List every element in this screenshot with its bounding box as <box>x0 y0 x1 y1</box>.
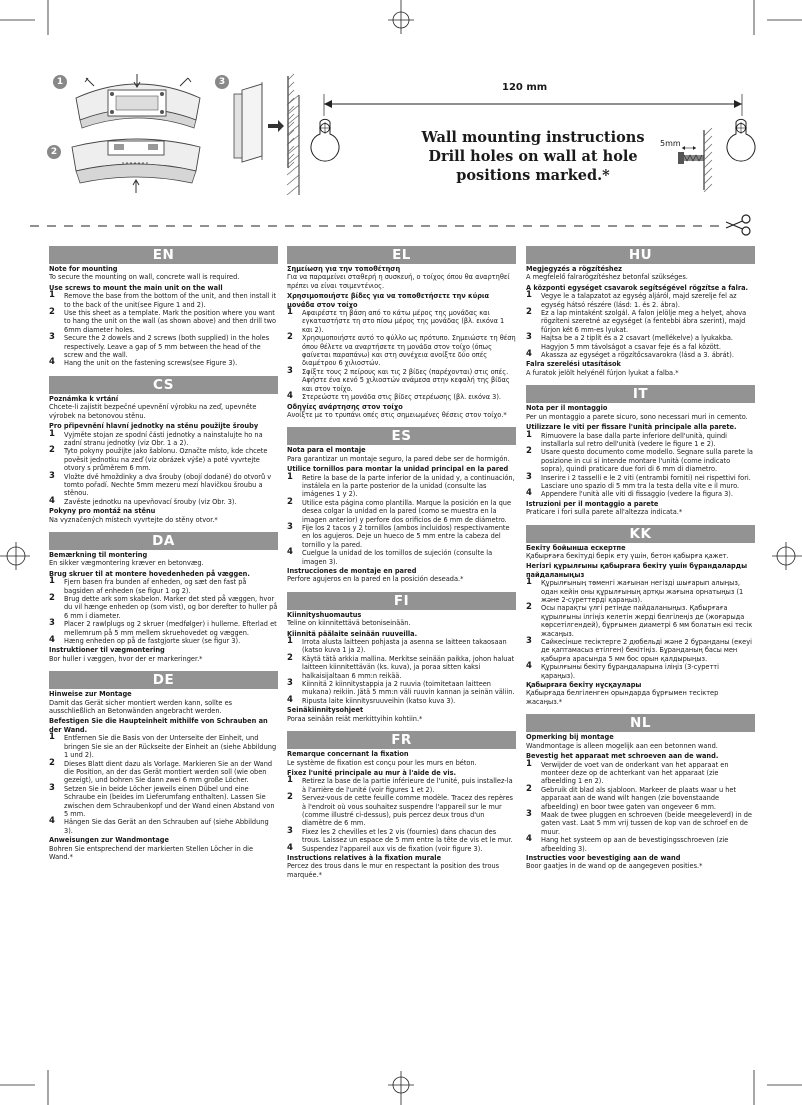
screws-heading: Pro připevnění hlavní jednotky na stěnu použijte šrouby <box>49 422 259 431</box>
position-text: Ανοίξτε με το τρυπάνι οπές στις σημειωμένες θέσεις στον τοίχο.* <box>287 410 507 419</box>
note-heading: Poznámka k vrtání <box>49 394 119 403</box>
step-4: 4 Στερεώστε τη μονάδα στις βίδες στερέωσης (βλ. εικόνα 3). <box>287 391 501 402</box>
step-1: 1 Remove the base from the bottom of the unit, and then install it to the back of the unit(see Figure 1 and 2). <box>49 290 277 309</box>
step-3: 3 Inserire i 2 tasselli e le 2 viti (entrambi forniti) nei rispettivi fori. Lasciare uno spazio di 5 mm tra la testa della vite e il muro. <box>526 471 751 490</box>
steps-list <box>49 578 278 645</box>
title-line-1: Wall mounting instructions <box>421 129 645 146</box>
section-en <box>49 246 278 368</box>
step-2: 2 Gebruik dit blad als sjabloon. Markeer de plaats waar u het apparaat aan de wand wilt hangen (zie bovenstaande afbeelding) en boor twee gaten van ongeveer 6 mm. <box>526 783 737 811</box>
note-heading: Бекіту бойынша ескертпе <box>526 543 626 552</box>
language-header-en: EN <box>49 246 278 264</box>
note-text: Le système de fixation est conçu pour les murs en béton. <box>287 758 477 767</box>
note-text: Για να παραμείνει σταθερή η συσκευή, ο τοίχος όπου θα αναρτηθεί πρέπει να είναι τσιμεντένιος. <box>287 273 510 290</box>
note-heading: Kiinnityshuomautus <box>287 610 362 619</box>
step-4: 4 Zavěste jednotku na upevňovací šrouby (viz Obr. 3). <box>49 495 237 506</box>
step-1: 1 Entfernen Sie die Basis von der Unterseite der Einheit, und bringen Sie sie an der Rückseite der Einheit an (siehe Abbildung 1 und 2). <box>49 732 277 760</box>
position-text: Na vyznačených místech vyvrtejte do stěny otvor.* <box>49 515 218 524</box>
step-3: 3 Vložte dvě hmoždinky a dva šrouby (obojí dodané) do otvorů v tomto pořadí. Nechte 5mm mezeru mezi hlavičkou šroubu a stěnou. <box>49 470 272 498</box>
note-text: Teline on kiinnitettävä betoniseinään. <box>287 619 411 628</box>
language-header-cs: CS <box>49 376 278 394</box>
step-4: 4 Hängen Sie das Gerät an den Schrauben auf (siehe Abbildung 3). <box>49 816 269 835</box>
screws-heading: Негізгі құрылғыны қабырғаға бекіту үшін бұрандаларды пайдаланыңыз <box>526 562 748 579</box>
note-text: Para garantizar un montaje seguro, la pared debe ser de hormigón. <box>287 454 510 463</box>
note-heading: Nota para el montaje <box>287 446 366 455</box>
step-1: 1 Fjern basen fra bunden af enheden, og sæt den fast på bagsiden af enheden (se figur 1 og 2). <box>49 576 247 595</box>
column-1 <box>49 246 278 869</box>
step-1: 1 Құрылғының төменгі жағынан негізді шығарып алыңыз, одан кейін оны құрылғының артқы жағына орнатыңыз (1 және 2-суреттерді қараңыз). <box>526 577 744 604</box>
position-text: Praticare i fori sulla parete all'altezza indicata.* <box>526 508 683 517</box>
screws-heading: Bevestig het apparaat met schroeven aan de wand. <box>526 752 719 761</box>
step-3: 3 Placer 2 rawlplugs og 2 skruer (medfølger) i hullerne. Efterlad et mellemrum på 5 mm mellem skruehovedet og væggen. <box>49 618 277 637</box>
note-text: Қабырғаға бекітуді берік ету үшін, бетон қабырға қажет. <box>526 551 729 560</box>
language-header-fr: FR <box>287 731 516 749</box>
step-3: 3 Secure the 2 dowels and 2 screws (both supplied) in the holes respectively. Leave a gap of 5 mm between the head of the screw and the wall. <box>49 332 270 360</box>
note-text: Wandmontage is alleen mogelijk aan een betonnen wand. <box>526 741 718 750</box>
note-heading: Hinweise zur Montage <box>49 690 132 699</box>
position-text: A furatok jelölt helyénél fúrjon lyukat a falba.* <box>526 368 679 377</box>
step-3: 3 Kiinnitä 2 kiinnitystappia ja 2 ruuvia (toimitetaan laitteen mukana) reikiin. Jätä 5 mm:n väli ruuvin kannan ja seinän väliin. <box>287 678 515 697</box>
position-heading: Pokyny pro montáž na stěnu <box>49 507 156 516</box>
position-heading: Istruzioni per il montaggio a parete <box>526 499 659 508</box>
step-4: 4 Akassza az egységet a rögzítőcsavarokra (lásd a 3. ábrát). <box>526 349 734 360</box>
step-2: 2 Servez-vous de cette feuille comme modèle. Tracez des repères à l'endroit où vous souhaitez suspendre l'appareil sur le mur (comme illustré ci-dessus), puis percez deux trous d'un diamètre de 6 mm. <box>287 792 513 828</box>
screws-heading: Use screws to mount the main unit on the wall <box>49 283 223 292</box>
language-header-nl: NL <box>526 714 755 732</box>
position-heading: Οδηγίες ανάρτησης στον τοίχο <box>287 402 403 411</box>
steps-list <box>526 429 755 499</box>
title-line-2: Drill holes on wall at hole <box>428 148 638 165</box>
position-text: Perfore agujeros en la pared en la posición deseada.* <box>287 575 464 584</box>
screw-gap-label: 5mm <box>660 139 681 148</box>
registration-mark-bottom <box>386 1071 416 1105</box>
note-text: Damit das Gerät sicher montiert werden kann, sollte es ausschließlich an Betonwänden angebracht werden. <box>49 698 233 716</box>
step-2: 2 Χρησιμοποιήστε αυτό το φύλλο ως πρότυπο. Σημειώστε τη θέση όπου θέλετε να αναρτήσετε τη μονάδα στον τοίχο (όπως φαίνεται παραπάνω) και στη συνέχεια ανοίξτε δύο οπές διαμέτρου 6 χιλιοστών. <box>287 332 516 368</box>
step-1: 1 Irrota alusta laitteen pohjasta ja asenna se laitteen takaosaan (katso kuva 1 ja 2). <box>287 636 507 655</box>
step-3: 3 Maak de twee pluggen en schroeven (beide meegeleverd) in de gaten vast. Laat 5 mm vrij tussen de kop van de schroef en de muur. <box>526 808 752 836</box>
step-4: 4 Appendere l'unità alle viti di fissaggio (vedere la figura 3). <box>526 488 733 499</box>
note-text: Per un montaggio a parete sicuro, sono necessari muri in cemento. <box>526 412 748 421</box>
position-heading: Seinäkiinnitysohjeet <box>287 706 364 715</box>
language-header-kk: KK <box>526 525 755 543</box>
steps-list <box>287 309 516 401</box>
screws-heading: Kiinnitä päälaite seinään ruuveilla. <box>287 629 418 638</box>
section-kk <box>526 525 755 707</box>
section-cs <box>49 376 278 524</box>
step-2: 2 Käytä tätä arkkia mallina. Merkitse seinään paikka, johon haluat laitteen kiinnitettävän (ks. kuva), ja poraa sitten kaksi halkaisijaltaan 6 mm:n reikää. <box>287 652 515 680</box>
step-4: 4 Cuelgue la unidad de los tornillos de sujeción (consulte la imagen 3). <box>287 547 493 566</box>
note-text: To secure the mounting on wall, concrete wall is required. <box>49 273 240 282</box>
steps-list <box>526 579 755 680</box>
step-2: 2 Brug dette ark som skabelon. Marker det sted på væggen, hvor du vil hænge enheden op (som vist), og bor derefter to huller på 6 mm i diameter. <box>49 593 278 620</box>
language-header-de: DE <box>49 671 278 689</box>
step-1: 1 Retire la base de la parte inferior de la unidad y, a continuación, instálela en la parte posterior de la unidad (consulte las imágenes 1 y 2). <box>287 471 515 499</box>
section-es <box>287 427 516 584</box>
section-fi <box>287 592 516 723</box>
wall-hatch-left <box>283 95 301 195</box>
step-4: 4 Hæng enheden op på de fastgjorte skuer (se figur 3). <box>49 635 241 646</box>
section-el <box>287 246 516 419</box>
screws-heading: Utilice tornillos para montar la unidad principal en la pared <box>287 465 509 474</box>
figure-number-2: 2 <box>47 145 61 159</box>
position-text: Percez des trous dans le mur en respectant la position des trous marquée.* <box>287 862 500 879</box>
drill-hole-left <box>308 118 342 176</box>
column-2 <box>287 246 516 887</box>
step-2: 2 Ez a lap mintaként szolgál. A falon jelölje meg a helyet, ahova rögzíteni szeretné az egységet (a fentebbi ábra szerint), majd fúrjon két 6 mm-es lyukat. <box>526 307 747 334</box>
cut-line <box>30 220 755 232</box>
figure-number-1: 1 <box>53 75 67 89</box>
crop-mark-bottom-left <box>0 1065 60 1105</box>
step-2: 2 Dieses Blatt dient dazu als Vorlage. Markieren Sie an der Wand die Position, an der das Gerät montiert werden soll (wie oben gezeigt), und bohren Sie dann zwei 6 mm große Löcher. <box>49 757 273 785</box>
drill-hole-right <box>724 118 758 176</box>
screws-heading: Χρησιμοποιήστε βίδες για να τοποθετήσετε την κύρια μονάδα στον τοίχο <box>287 292 490 309</box>
steps-list <box>287 777 516 853</box>
step-1: 1 Verwijder de voet van de onderkant van het apparaat en monteer deze op de achterkant van het apparaat (zie afbeelding 1 en 2). <box>526 758 729 786</box>
position-text: Boor gaatjes in de wand op de aangegeven posities.* <box>526 862 703 871</box>
wall-mounting-title <box>418 128 648 185</box>
step-1: 1 Vegye le a talapzatot az egység aljáról, majd szerelje fel az egység hátsó részére (lásd: 1. és 2. ábra). <box>526 290 737 309</box>
note-heading: Megjegyzés a rögzítéshez <box>526 265 622 273</box>
section-fr <box>287 731 516 879</box>
step-3: 3 Fixez les 2 chevilles et les 2 vis (fournies) dans chacun des trous. Laissez un espace de 5 mm entre la tête de vis et le mur. <box>287 825 513 845</box>
step-2: 2 Осы парақты үлгі ретінде пайдаланыңыз. Қабырғаға құрылғыны ілгіңіз келетін жерді белгілеңіз де (жоғарыда көрсетілгендей), бұрғымен диаметрі 6 мм болатын екі тесік жасаңыз. <box>526 602 753 638</box>
screw-detail-illustration <box>672 128 720 192</box>
figure-2-illustration <box>64 135 208 197</box>
scissors-icon <box>724 214 752 236</box>
registration-mark-left <box>0 538 30 574</box>
position-text: Poraa seinään reiät merkittyihin kohtiin.* <box>287 714 423 723</box>
step-2: 2 Tyto pokyny použijte jako šablonu. Označte místo, kde chcete pověsit jednotku na zeď (viz obrázek výše) a poté vyvrtejte otvory s průměrem 6 mm. <box>49 445 268 473</box>
step-4: 4 Hang het systeem op aan de bevestigingsschroeven (zie afbeelding 3). <box>526 834 729 853</box>
measurement-label: 120 mm <box>502 82 548 93</box>
section-da <box>49 532 278 663</box>
note-heading: Note for mounting <box>49 265 118 273</box>
note-text: A megfelelő falrarögzítéshez betonfal szükséges. <box>526 273 688 282</box>
note-text: Chcete-li zajistit bezpečné upevnění výrobku na zeď, upevněte výrobek na betonovou stěnu. <box>49 403 257 420</box>
step-3: 3 Fije los 2 tacos y 2 tornillos (ambos incluidos) respectivamente en los agujeros. Deje un hueco de 5 mm entre la cabeza del tornillo y la pared. <box>287 521 510 549</box>
note-heading: Remarque concernant la fixation <box>287 750 409 759</box>
section-it <box>526 385 755 516</box>
step-2: 2 Usare questo documento come modello. Segnare sulla parete la posizione in cui si intende montare l'unità (come indicato sopra), quindi praticare due fori di 6 mm di diametro. <box>526 446 753 474</box>
language-header-da: DA <box>49 532 278 550</box>
note-heading: Bemærkning til montering <box>49 550 148 559</box>
steps-list <box>526 758 755 853</box>
step-4: 4 Ripusta laite kiinnitysruuveihin (katso kuva 3). <box>287 694 456 705</box>
step-3: 3 Σφίξτε τους 2 πείρους και τις 2 βίδες (παρέχονται) στις οπές. Αφήστε ένα κενό 5 χιλιοστών ανάμεσα στην κεφαλή της βίδας και στον τοίχο. <box>287 365 510 393</box>
steps-list <box>49 428 278 507</box>
step-4: 4 Hang the unit on the fastening screws(see Figure 3). <box>49 357 238 368</box>
steps-list <box>287 638 516 705</box>
language-header-es: ES <box>287 427 516 445</box>
section-hu <box>526 246 755 377</box>
position-heading: Instruktioner til vægmontering <box>49 646 165 655</box>
screws-heading: Fixez l'unité principale au mur à l'aide de vis. <box>287 768 457 777</box>
position-heading: Anweisungen zur Wandmontage <box>49 836 169 845</box>
step-4: 4 Құрылғыны бекіту бұрандаларына іліңіз (3-суретті қараңыз). <box>526 661 719 680</box>
position-text: Bohren Sie entsprechend der markierten Stellen Löcher in die Wand.* <box>49 844 254 861</box>
screws-heading: Brug skruer til at montere hovedenheden på væggen. <box>49 569 250 578</box>
position-text: Қабырғада белгіленген орындарда бұрғымен тесіктер жасаңыз.* <box>526 689 719 706</box>
step-1: 1 Rimuovere la base dalla parte inferiore dell'unità, quindi installarla sul retro dell'unità (vedere le figure 1 e 2). <box>526 429 728 448</box>
steps-list <box>49 734 278 835</box>
figure-area <box>0 0 802 205</box>
section-de <box>49 671 278 861</box>
position-heading: Instrucciones de montaje en pared <box>287 567 417 575</box>
step-2: 2 Use this sheet as a template. Mark the position where you want to hang the unit on the wall (as shown above) and then drill two 6mm diameter holes. <box>49 307 277 334</box>
step-3: 3 Setzen Sie in beide Löcher jeweils einen Dübel und eine Schraube ein (beides im Lieferumfang enthalten). Lassen Sie zwischen dem Schraubenkopf und der Wand einen Abstand von 5 mm. <box>49 782 275 818</box>
step-1: 1 Vyjměte stojan ze spodní části jednotky a nainstalujte ho na zadní stranu jednotky (viz Obr. 1 a 2). <box>49 428 263 447</box>
position-heading: Falra szerelési utasítások <box>526 360 621 369</box>
steps-list <box>49 292 278 368</box>
step-1: 1 Αφαιρέστε τη βάση από το κάτω μέρος της μονάδας και εγκαταστήστε τη στο πίσω μέρος της μονάδας (βλ. εικόνα 1 και 2). <box>287 307 505 334</box>
steps-list <box>526 292 755 359</box>
figure-1-illustration <box>68 68 208 140</box>
language-header-fi: FI <box>287 592 516 610</box>
note-heading: Σημείωση για την τοποθέτηση <box>287 265 401 273</box>
language-header-el: EL <box>287 246 516 264</box>
title-line-3: positions marked.* <box>456 167 610 184</box>
steps-list <box>287 471 516 566</box>
language-header-hu: HU <box>526 246 755 264</box>
step-1: 1 Retirez la base de la partie inférieure de l'unité, puis installez-la à l'arrière de l'unité (voir figures 1 et 2). <box>287 775 513 794</box>
step-4: 4 Suspendez l'appareil aux vis de fixation (voir figure 3). <box>287 842 483 853</box>
crop-mark-bottom-right <box>742 1065 802 1105</box>
registration-mark-right <box>772 538 802 574</box>
screws-heading: Befestigen Sie die Haupteinheit mithilfe von Schrauben an der Wand. <box>49 717 268 734</box>
position-text: Bor huller i væggen, hvor der er markeringer.* <box>49 654 203 663</box>
step-3: 3 Сәйкесінше тесіктерге 2 дюбельді және 2 бұранданы (екеуі де қаптамасыз етілген) бекітіңіз. Бұранданың басы мен қабырға арасында 5 мм бос орын қалдырыңыз. <box>526 636 752 663</box>
figure-number-3: 3 <box>215 75 229 89</box>
position-heading: Instructies voor bevestiging aan de wand <box>526 853 681 862</box>
position-heading: Қабырғаға бекіту нұсқаулары <box>526 681 642 690</box>
note-heading: Opmerking bij montage <box>526 733 614 742</box>
screws-heading: A központi egységet csavarok segítségével rögzítse a falra. <box>526 283 749 292</box>
step-2: 2 Utilice esta página como plantilla. Marque la posición en la que desea colgar la unidad en la pared (como se muestra en la imagen anterior) y perfore dos orificios de 6 mm de diámetro. <box>287 496 512 524</box>
step-3: 3 Hajtsa be a 2 tiplit és a 2 csavart (mellékelve) a lyukakba. Hagyjon 5 mm távolságot a csavar feje és a fal között. <box>526 332 733 351</box>
note-heading: Nota per il montaggio <box>526 404 608 413</box>
note-text: En sikker vægmontering kræver en betonvæg. <box>49 559 204 568</box>
section-nl <box>526 714 755 871</box>
language-header-it: IT <box>526 385 755 403</box>
position-heading: Instructions relatives à la fixation murale <box>287 853 442 862</box>
screws-heading: Utilizzare le viti per fissare l'unità principale alla parete. <box>526 423 737 432</box>
column-3 <box>526 246 755 879</box>
